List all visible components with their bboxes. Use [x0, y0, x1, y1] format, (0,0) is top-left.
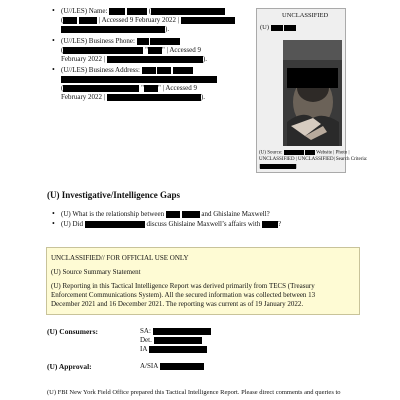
gap-question-1: • (U) What is the relationship between and Ghislaine Maxwell?	[61, 210, 270, 219]
redaction	[153, 328, 211, 335]
redaction	[148, 47, 162, 54]
gap-question-2: • (U) Did discuss Ghislaine Maxwell’s affairs with ?	[61, 220, 281, 229]
approval-asia: A/SIA	[140, 362, 204, 371]
redaction	[109, 8, 125, 15]
redaction	[79, 17, 97, 24]
redaction	[142, 67, 156, 74]
consumers-label: (U) Consumers:	[47, 327, 99, 336]
consumer-sa: SA:	[140, 327, 211, 336]
redaction	[61, 26, 165, 33]
consumer-ia: IA	[140, 345, 207, 354]
summary-line-1: (U) Reporting in this Tactical Intelligence Report was derived primarily from TECS (Treasury	[51, 282, 315, 290]
photo-caption: (U) Source: Website | Photo | UNCLASSIFIED | UNCLASSIFIED| Search Criteria: |	[259, 150, 368, 170]
redaction	[166, 211, 180, 218]
redaction	[149, 346, 207, 353]
redaction	[63, 17, 77, 24]
redaction	[182, 211, 200, 218]
redaction	[151, 8, 225, 15]
redaction	[284, 150, 304, 155]
redaction	[107, 94, 201, 101]
redaction	[63, 47, 143, 54]
redaction	[127, 8, 147, 15]
summary-classification: UNCLASSIFIED// FOR OFFICIAL USE ONLY	[51, 254, 189, 262]
redaction	[63, 85, 139, 92]
face-redaction	[287, 68, 338, 88]
redaction	[61, 76, 217, 83]
redaction	[150, 38, 180, 45]
redaction	[305, 150, 315, 155]
source-summary-box	[46, 247, 360, 315]
consumer-det: Det.	[140, 336, 202, 345]
summary-line-3: December 2021 and 16 December 2021. The reporting was current as of 19 January 2022.	[51, 300, 304, 308]
redaction	[144, 85, 158, 92]
redaction	[85, 221, 145, 228]
redaction	[260, 164, 296, 169]
redaction	[271, 25, 283, 31]
redaction	[137, 38, 149, 45]
bullet-name: • (U//LES) Name: (	[61, 7, 225, 16]
summary-line-2: Enforcement Communications System). All the secured information was collected between 13	[51, 291, 316, 299]
redaction	[107, 56, 203, 63]
redaction	[181, 17, 235, 24]
section-heading-gaps: (U) Investigative/Intelligence Gaps	[47, 190, 180, 200]
redaction	[262, 221, 278, 228]
sidebar-marking: (U)	[260, 24, 296, 33]
redaction	[160, 363, 204, 370]
redaction	[154, 337, 202, 344]
redaction	[157, 67, 171, 74]
bullet-business-address: • (U//LES) Business Address:	[61, 66, 193, 75]
redaction	[173, 67, 193, 74]
redaction	[284, 25, 296, 31]
footer-text: (U) FBI New York Field Office prepared this Tactical Intelligence Report. Please direct comments and queries to	[47, 389, 341, 396]
subject-photo	[283, 40, 342, 146]
summary-title: (U) Source Summary Statement	[51, 268, 141, 276]
approval-label: (U) Approval:	[47, 362, 92, 371]
bullet-business-phone: • (U//LES) Business Phone:	[61, 37, 180, 46]
sidebar-classification: UNCLASSIFIED	[282, 12, 329, 19]
photo-image	[283, 40, 342, 146]
